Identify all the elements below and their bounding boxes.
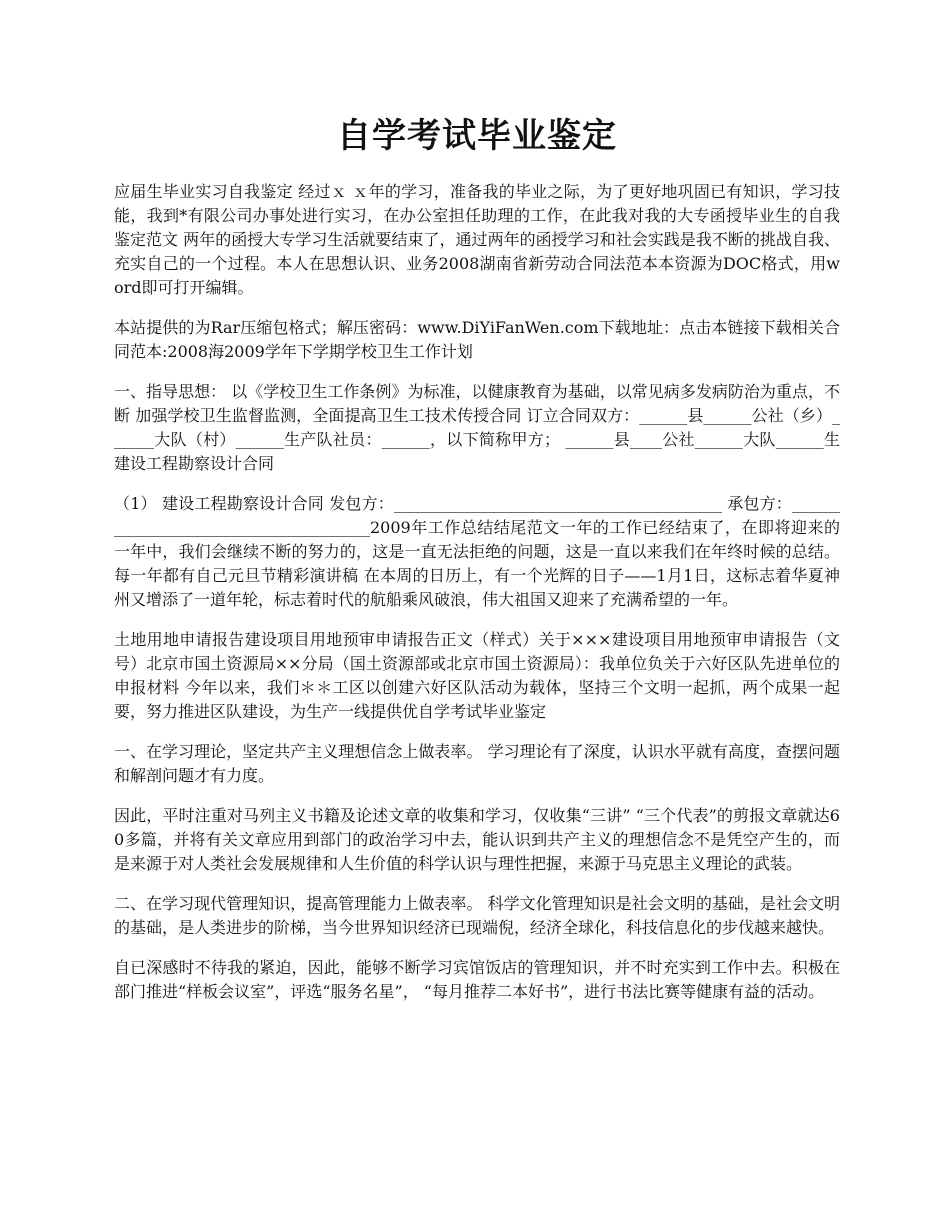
paragraph-6: 一、在学习理论，坚定共产主义理想信念上做表率。 学习理论有了深度，认识水平就有高度，查摆问题和解剖问题才有力度。 xyxy=(114,742,840,785)
paragraph-9: 自已深感时不待我的紧迫，因此，能够不断学习宾馆饭店的管理知识，并不时充实到工作中去。积极在部门推进“样板会议室”，评选“服务名星”， “每月推荐二本好书”，进行书法比赛等健康有益的活动。 xyxy=(114,958,840,1001)
document-title: 自学考试毕业鉴定 xyxy=(337,116,617,156)
document-page xyxy=(114,112,840,1020)
paragraph-3: 一、指导思想： 以《学校卫生工作条例》为标准，以健康教育为基础，以常见病多发病防治为重点，不断 加强学校卫生监督监测，全面提高卫生工技术传授合同 订立合同双方：______县______公社（乡）______大队（村）______生产队社员：______，以下简称甲方； ______县____公社______大队______生建设工程勘察设计合同 xyxy=(114,382,840,473)
paragraph-4: （1） 建设工程勘察设计合同 发包方：_________________________________________ 承包方：______________________________________2009年工作总结结尾范文一年的工作已经结束了，在即将迎来的一年中，我们会继续不断的努力的，这是一直无法拒绝的问题，这是一直以来我们在年终时候的总结。每一年都有自己元旦节精彩演讲稿 在本周的日历上，有一个光辉的日子——1月1日，这标志着华夏神州又增添了一道年轮，标志着时代的航船乘风破浪，伟大祖国又迎来了充满希望的一年。 xyxy=(114,494,840,609)
paragraph-5: 土地用地申请报告建设项目用地预审申请报告正文（样式）关于×××建设项目用地预审申请报告（文号）北京市国土资源局××分局（国土资源部或北京市国土资源局）：我单位负关于六好区队先进单位的申报材料 今年以来，我们＊＊工区以创建六好区队活动为载体，坚持三个文明一起抓，两个成果一起要，努力推进区队建设，为生产一线提供优自学考试毕业鉴定 xyxy=(114,630,840,721)
paragraph-8: 二、在学习现代管理知识，提高管理能力上做表率。 科学文化管理知识是社会文明的基础，是社会文明的基础，是人类进步的阶梯，当今世界知识经济已现端倪，经济全球化，科技信息化的步伐越来越快。 xyxy=(114,894,840,937)
paragraph-7: 因此，平时注重对马列主义书籍及论述文章的收集和学习，仅收集“三讲” “三个代表”的剪报文章就达60多篇，并将有关文章应用到部门的政治学习中去，能认识到共产主义的理想信念不是凭空产生的，而是来源于对人类社会发展规律和人生价值的科学认识与理性把握，来源于马克思主义理论的武装。 xyxy=(114,806,840,873)
paragraph-2: 本站提供的为Rar压缩包格式；解压密码：www.DiYiFanWen.com下载地址：点击本链接下载相关合同范本:2008海2009学年下学期学校卫生工作计划 xyxy=(114,318,840,361)
paragraph-1: 应届生毕业实习自我鉴定 经过ｘ ｘ年的学习，准备我的毕业之际，为了更好地巩固已有知识，学习技能，我到*有限公司办事处进行实习，在办公室担任助理的工作，在此我对我的大专函授毕业生的自我鉴定范文 两年的函授大专学习生活就要结束了，通过两年的函授学习和社会实践是我不断的挑战自我、充实自己的一个过程。本人在思想认识、业务2008湖南省新劳动合同法范本本资源为DOC格式，用word即可打开编辑。 xyxy=(114,182,840,297)
